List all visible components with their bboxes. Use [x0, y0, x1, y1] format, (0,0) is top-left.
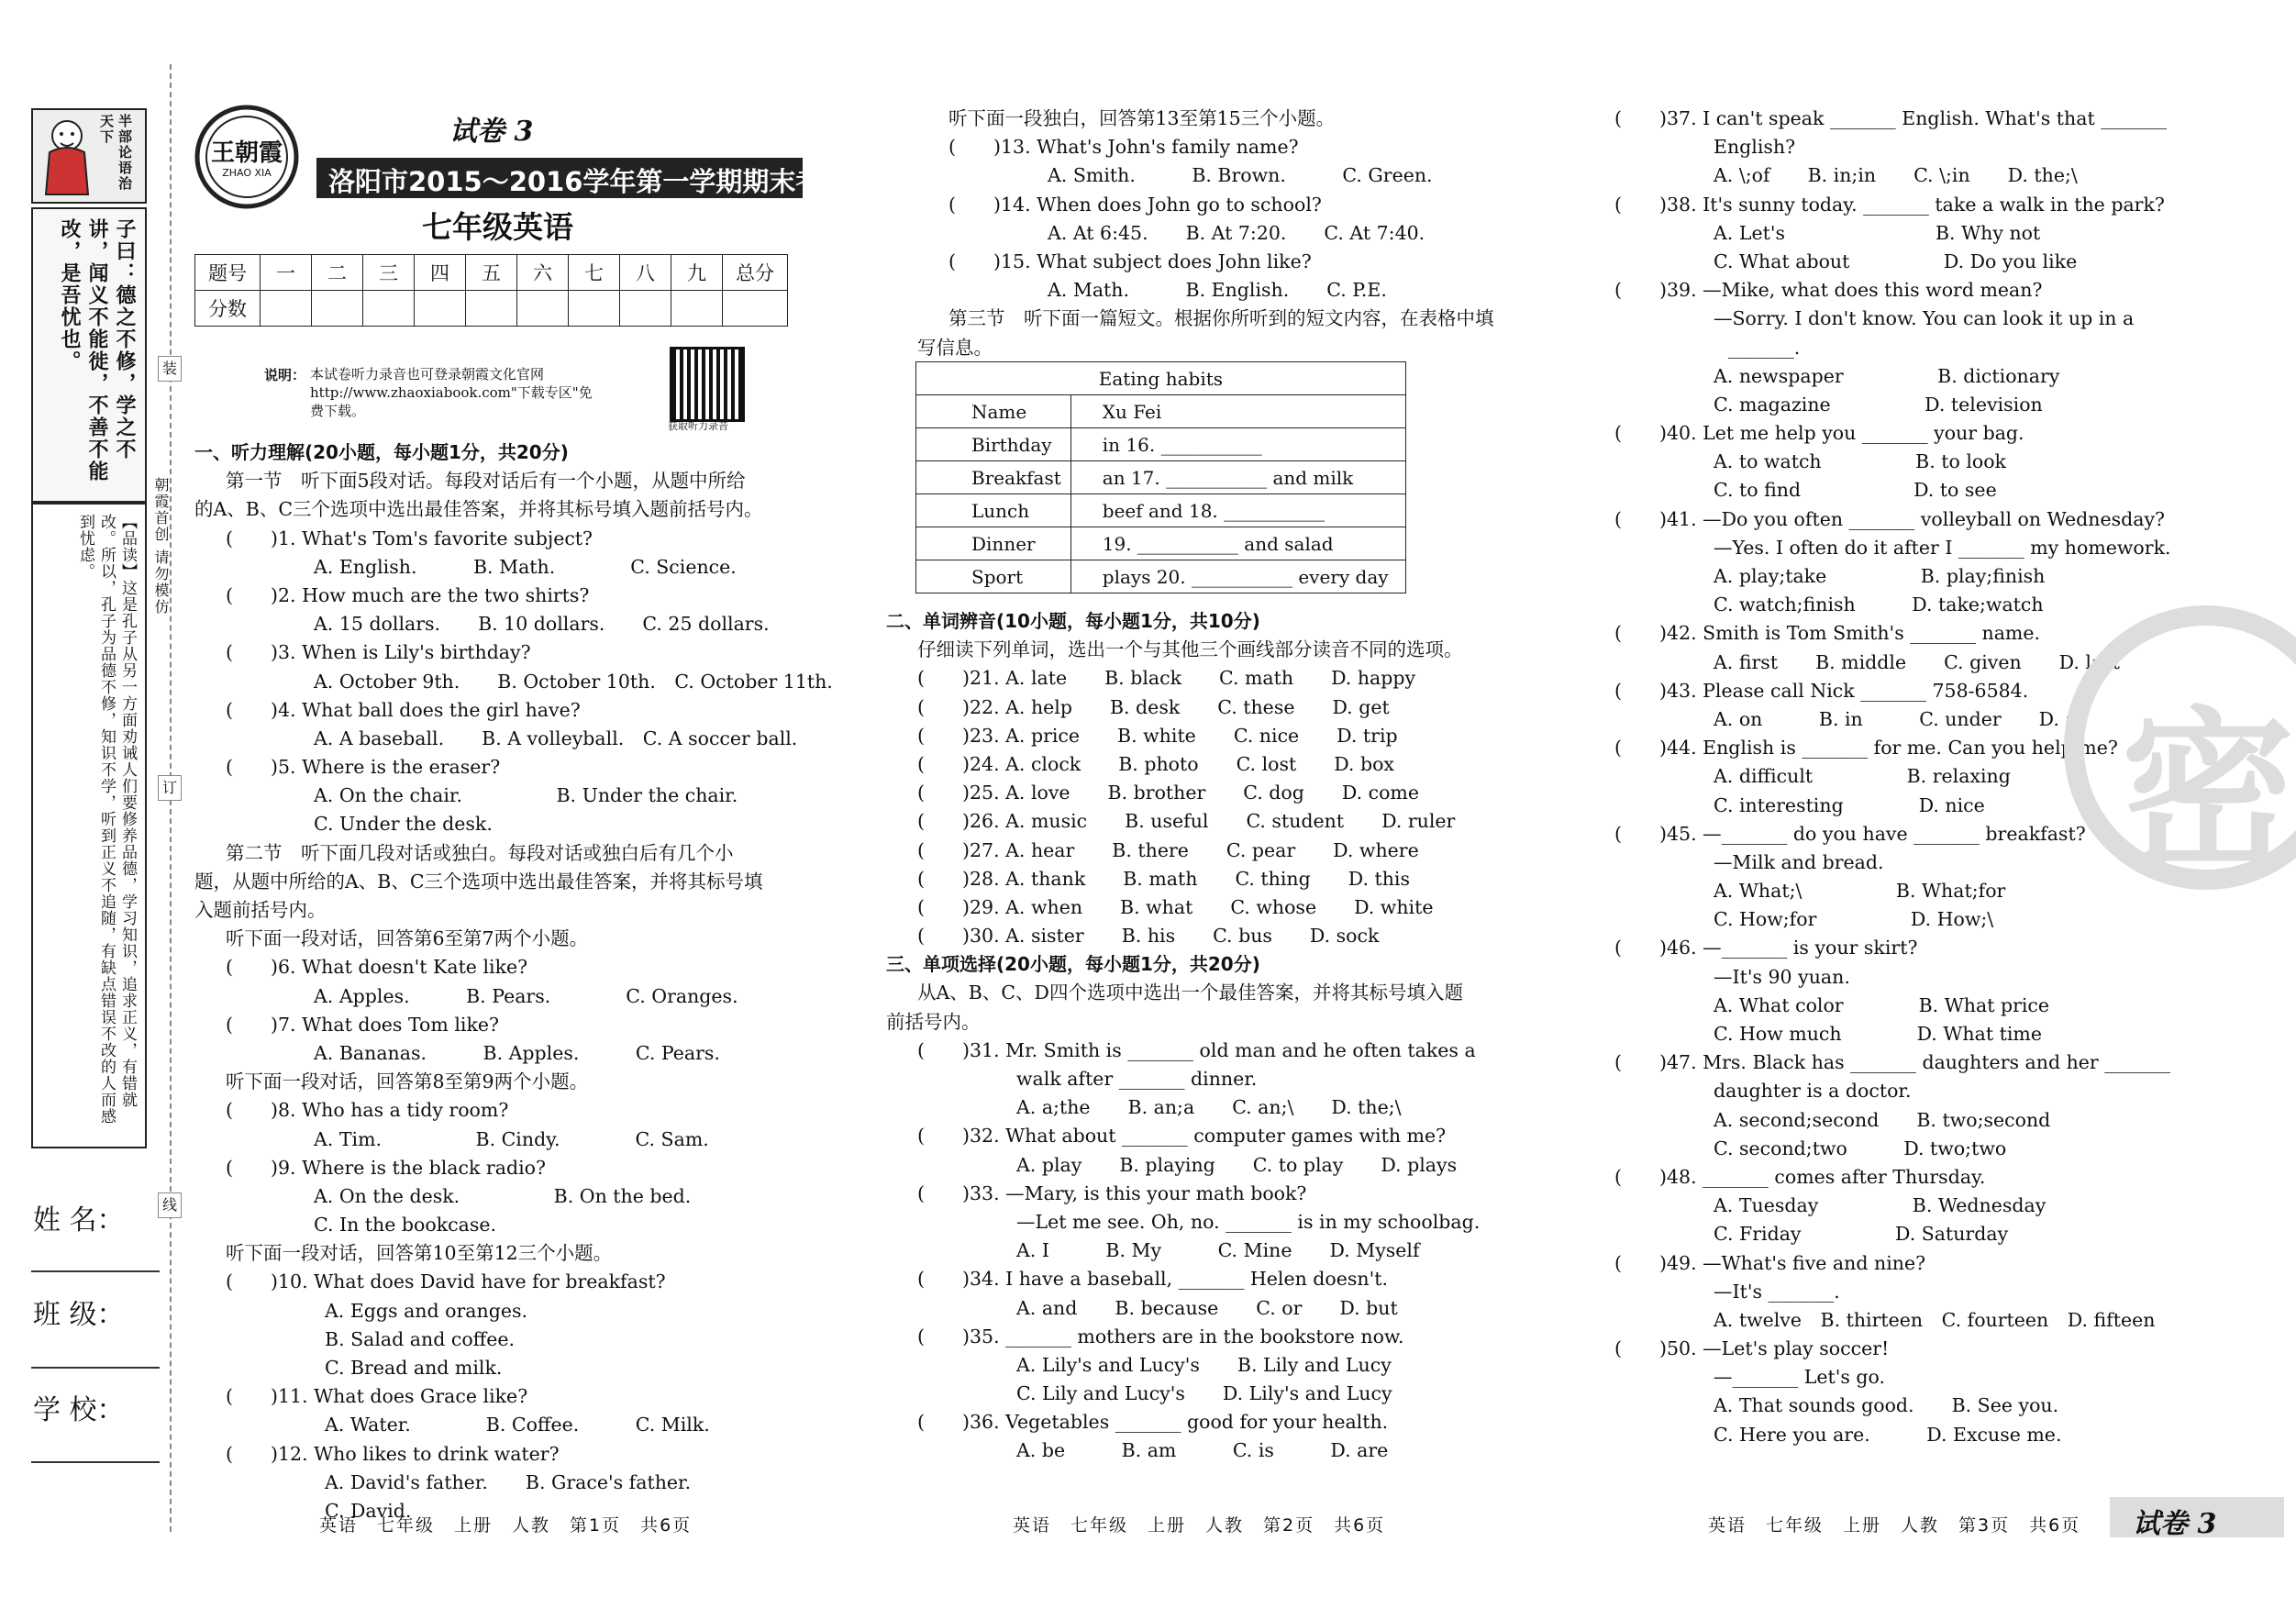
- note-line: 费下载。: [310, 403, 366, 419]
- score-header-cell: 六: [517, 255, 569, 291]
- question-line: C. Bread and milk.: [325, 1357, 503, 1379]
- class-field[interactable]: [31, 1367, 160, 1369]
- table-cell[interactable]: plays 20. ___________ every day: [1070, 560, 1405, 593]
- question-line: 前括号内。: [886, 1010, 981, 1033]
- question-line: ( )4. What ball does the girl have?: [226, 698, 581, 721]
- question-line: ( )35. _______ mothers are in the bookstore now.: [917, 1325, 1404, 1347]
- question-line: ( )8. Who has a tidy room?: [226, 1099, 509, 1122]
- score-cell[interactable]: [466, 291, 517, 327]
- table-cell[interactable]: beef and 18. ___________: [1070, 494, 1405, 527]
- question-line: A. Tim. B. Cindy. C. Sam.: [314, 1127, 709, 1150]
- question-line: 题，从题中所给的A、B、C三个选项中选出最佳答案，并将其标号填: [194, 870, 763, 893]
- footer-page-3: 英语 七年级 上册 人教 第3页 共6页: [1708, 1515, 2081, 1536]
- class-label: 班 级：: [33, 1299, 125, 1331]
- question-line: 听下面一段对话，回答第8至第9两个小题。: [226, 1070, 589, 1093]
- question-line: A. Tuesday B. Wednesday: [1714, 1194, 2046, 1217]
- question-line: ( )14. When does John go to school?: [948, 193, 1322, 216]
- score-cell[interactable]: [620, 291, 671, 327]
- question-line: A. That sounds good. B. See you.: [1714, 1394, 2059, 1417]
- question-line: —_______ Let's go.: [1714, 1366, 1886, 1389]
- question-line: ( )28. A. thank B. math C. thing D. this: [917, 867, 1411, 890]
- question-line: A. Water. B. Coffee. C. Milk.: [325, 1414, 710, 1436]
- question-line: C. Under the desk.: [314, 813, 493, 836]
- score-row-label: 分数: [195, 291, 261, 327]
- table-cell: Lunch: [916, 494, 1071, 527]
- question-line: ( )37. I can't speak _______ English. What's that _______: [1614, 107, 2167, 129]
- question-line: A. On the chair. B. Under the chair.: [314, 784, 738, 807]
- score-header-cell: 总分: [723, 255, 788, 291]
- footer-badge: 试卷 3: [2133, 1508, 2217, 1540]
- sidebar-banner-text: 半部论语治天下: [98, 114, 133, 192]
- score-header-cell: 五: [466, 255, 517, 291]
- question-line: 一、听力理解(20小题，每小题1分，共20分): [194, 441, 569, 463]
- qr-code-icon[interactable]: [670, 347, 745, 422]
- question-line: 写信息。: [917, 336, 993, 359]
- question-line: ( )34. I have a baseball, _______ Helen doesn't.: [917, 1268, 1389, 1291]
- question-line: A. A baseball. B. A volleyball. C. A soccer ball.: [314, 726, 798, 749]
- watermark-text: 密: [2121, 692, 2296, 894]
- question-line: ( )27. A. hear B. there C. pear D. where: [917, 838, 1419, 861]
- question-line: ( )43. Please call Nick _______ 758-6584.: [1614, 679, 2029, 702]
- score-table: [194, 254, 788, 327]
- question-line: 的A、B、C三个选项中选出最佳答案，并将其标号填入题前括号内。: [194, 498, 763, 521]
- question-line: 三、单项选择(20小题，每小题1分，共20分): [886, 953, 1260, 976]
- question-line: ( )40. Let me help you _______ your bag.: [1614, 422, 2024, 445]
- question-line: A. \;of B. in;in C. \;in D. the;\: [1714, 164, 2078, 187]
- question-line: daughter is a doctor.: [1714, 1080, 1912, 1103]
- question-line: —Yes. I often do it after I _______ my homework.: [1714, 536, 2171, 559]
- sidebar-quote-box: [31, 207, 147, 503]
- qr-caption: 获取听力录音: [668, 420, 728, 432]
- question-line: A. a;the B. an;a C. an;\ D. the;\: [1016, 1096, 1402, 1119]
- paper-badge: 试卷 3: [449, 116, 534, 148]
- question-line: ( )21. A. late B. black C. math D. happy: [917, 667, 1416, 690]
- question-line: ( )42. Smith is Tom Smith's _______ name.: [1614, 622, 2041, 645]
- question-line: English?: [1714, 136, 1796, 159]
- score-cell[interactable]: [415, 291, 466, 327]
- score-header-cell: 二: [312, 255, 363, 291]
- table-cell: Name: [916, 395, 1071, 428]
- question-line: ( )2. How much are the two shirts?: [226, 583, 590, 606]
- sidebar-banner: [31, 108, 147, 204]
- question-line: A. play B. playing C. to play D. plays: [1016, 1153, 1458, 1176]
- table-cell: Dinner: [916, 527, 1071, 560]
- table-cell[interactable]: in 16. ___________: [1070, 428, 1405, 461]
- note-line: 本试卷听力录音也可登录朝霞文化官网: [310, 366, 545, 383]
- question-line: _______.: [1728, 336, 1801, 359]
- question-line: ( )11. What does Grace like?: [226, 1385, 528, 1408]
- question-line: A. newspaper B. dictionary: [1714, 364, 2060, 387]
- note-url[interactable]: http://www.zhaoxiabook.com"下载专区"免: [310, 384, 593, 401]
- question-line: A. first B. middle C. given D. last: [1714, 650, 2120, 673]
- sidebar-notice: 朝霞首创 请勿模仿: [152, 477, 170, 616]
- question-line: ( )24. A. clock B. photo C. lost D. box: [917, 752, 1394, 775]
- question-line: C. How much D. What time: [1714, 1023, 2042, 1045]
- question-line: —It's _______.: [1714, 1280, 1840, 1303]
- question-line: C. interesting D. nice: [1714, 793, 1985, 816]
- question-line: ( )9. Where is the black radio?: [226, 1156, 546, 1179]
- name-field[interactable]: [31, 1270, 160, 1272]
- question-line: A. October 9th. B. October 10th. C. October 11th.: [314, 670, 833, 693]
- score-header-cell: 九: [671, 255, 723, 291]
- table-cell: Breakfast: [916, 461, 1071, 494]
- question-line: ( )13. What's John's family name?: [948, 136, 1299, 159]
- question-line: ( )15. What subject does John like?: [948, 250, 1312, 272]
- question-line: A. Math. B. English. C. P.E.: [1048, 279, 1387, 302]
- score-cell[interactable]: [261, 291, 312, 327]
- score-header-cell: 一: [261, 255, 312, 291]
- question-line: A. be B. am C. is D. are: [1016, 1439, 1389, 1462]
- question-line: ( )38. It's sunny today. _______ take a walk in the park?: [1614, 193, 2165, 216]
- question-line: —Sorry. I don't know. You can look it up in a: [1714, 307, 2135, 330]
- question-line: 入题前括号内。: [194, 899, 327, 921]
- question-line: 第三节 听下面一篇短文。根据你所听到的短文内容，在表格中填: [948, 307, 1494, 330]
- question-line: C. What about D. Do you like: [1714, 250, 2078, 272]
- column-2-top: [917, 105, 1494, 362]
- table-cell: Birthday: [916, 428, 1071, 461]
- question-line: A. Apples. B. Pears. C. Oranges.: [314, 984, 738, 1007]
- question-line: A. Bananas. B. Apples. C. Pears.: [314, 1041, 720, 1064]
- footer-page-2: 英语 七年级 上册 人教 第2页 共6页: [1013, 1515, 1386, 1536]
- question-line: 听下面一段独白，回答第13至第15三个小题。: [948, 107, 1336, 129]
- subject-title: 七年级英语: [422, 209, 573, 245]
- logo-subtext: ZHAO XIA: [222, 167, 272, 179]
- question-line: B. Salad and coffee.: [325, 1327, 516, 1350]
- score-cell[interactable]: [569, 291, 620, 327]
- note-label: 说明：: [264, 367, 306, 383]
- column-2-bottom: [886, 607, 1480, 1466]
- cut-label-3: 线: [158, 1192, 182, 1218]
- question-line: ( )45. —_______ do you have _______ breakfast?: [1614, 822, 2086, 845]
- question-line: C. to find D. to see: [1714, 479, 1997, 502]
- sidebar-commentary: 【品读】这是孔子从另一方面劝诫人们要修养品德，学习知识，追求正义，有错就改。所以，孔子为品德不修，知识不学，听到正义不追随，有缺点错误不改的人而感到忧虑。: [76, 514, 137, 1125]
- question-line: A. English. B. Math. C. Science.: [314, 555, 737, 578]
- logo-text: 王朝霞: [210, 139, 283, 167]
- question-line: ( )36. Vegetables _______ good for your health.: [917, 1411, 1389, 1434]
- question-line: A. twelve B. thirteen C. fourteen D. fifteen: [1714, 1308, 2156, 1331]
- question-line: walk after _______ dinner.: [1016, 1068, 1258, 1090]
- eating-habits-table-wrap: [897, 361, 1406, 593]
- question-line: A. play;take B. play;finish: [1714, 565, 2046, 587]
- question-line: A. On the desk. B. On the bed.: [314, 1184, 692, 1207]
- eating-habits-title: Eating habits: [916, 362, 1406, 395]
- score-cell[interactable]: [363, 291, 415, 327]
- sidebar: [31, 108, 145, 1163]
- question-line: C. Here you are. D. Excuse me.: [1714, 1423, 2062, 1446]
- question-line: 听下面一段对话，回答第6至第7两个小题。: [226, 927, 589, 950]
- question-line: ( )49. —What's five and nine?: [1614, 1251, 1926, 1274]
- cut-label-2: 订: [158, 775, 182, 801]
- exam-title: 洛阳市2015～2016学年第一学期期末考试试卷: [328, 166, 903, 197]
- question-line: —Milk and bread.: [1714, 850, 1884, 873]
- score-header-cell: 四: [415, 255, 466, 291]
- question-line: A. second;second B. two;second: [1714, 1108, 2051, 1131]
- question-line: A. Let's B. Why not: [1714, 221, 2041, 244]
- question-line: ( )7. What does Tom like?: [226, 1013, 499, 1036]
- score-cell[interactable]: [723, 291, 788, 327]
- question-line: A. 15 dollars. B. 10 dollars. C. 25 dollars.: [314, 613, 770, 636]
- question-line: A. At 6:45. B. At 7:20. C. At 7:40.: [1048, 221, 1425, 244]
- question-line: ( )29. A. when B. what C. whose D. white: [917, 895, 1434, 918]
- sidebar-commentary-box: [31, 503, 147, 1148]
- question-line: C. Friday D. Saturday: [1714, 1223, 2009, 1246]
- question-line: ( )23. A. price B. white C. nice D. trip: [917, 724, 1398, 747]
- eating-habits-table: [915, 361, 1406, 593]
- question-line: A. Eggs and oranges.: [325, 1299, 528, 1322]
- question-line: ( )46. —_______ is your skirt?: [1614, 937, 1918, 959]
- question-line: A. I B. My C. Mine D. Myself: [1016, 1239, 1420, 1262]
- question-line: C. magazine D. television: [1714, 393, 2043, 416]
- column-1: [194, 438, 833, 1525]
- question-line: 第一节 听下面5段对话。每段对话后有一个小题，从题中所给: [226, 470, 746, 493]
- question-line: ( )3. When is Lily's birthday?: [226, 641, 531, 664]
- table-cell: Sport: [916, 560, 1071, 593]
- footer-page-1: 英语 七年级 上册 人教 第1页 共6页: [319, 1515, 693, 1536]
- sidebar-quote: 子曰：德之不修，学之不讲，闻义不能徙，不善不能改，是吾忧也。: [58, 218, 136, 482]
- score-cell[interactable]: [517, 291, 569, 327]
- score-header-cell: 题号: [195, 255, 261, 291]
- question-line: ( )26. A. music B. useful C. student D. ruler: [917, 810, 1456, 833]
- question-line: C. watch;finish D. take;watch: [1714, 593, 2044, 616]
- score-cell[interactable]: [671, 291, 723, 327]
- score-header-cell: 八: [620, 255, 671, 291]
- question-line: A. Smith. B. Brown. C. Green.: [1048, 164, 1433, 187]
- question-line: A. to watch B. to look: [1714, 450, 2006, 473]
- question-line: ( )47. Mrs. Black has _______ daughters and her _______: [1614, 1051, 2170, 1074]
- question-line: ( )41. —Do you often _______ volleyball on Wednesday?: [1614, 507, 2166, 530]
- note-text: [310, 365, 593, 420]
- question-line: A. What color B. What price: [1714, 993, 2050, 1016]
- question-line: ( )6. What doesn't Kate like?: [226, 956, 528, 979]
- question-line: —Let me see. Oh, no. _______ is in my schoolbag.: [1016, 1210, 1481, 1233]
- question-line: ( )12. Who likes to drink water?: [226, 1442, 560, 1465]
- question-line: C. How;for D. How;\: [1714, 908, 1994, 931]
- question-line: ( )48. _______ comes after Thursday.: [1614, 1165, 1986, 1188]
- name-label: 姓 名：: [33, 1204, 125, 1237]
- cut-label-1: 装: [158, 356, 182, 382]
- question-line: ( )5. Where is the eraser?: [226, 756, 501, 779]
- question-line: ( )33. —Mary, is this your math book?: [917, 1181, 1307, 1204]
- question-line: 二、单词辨音(10小题，每小题1分，共10分): [886, 610, 1260, 632]
- table-cell: Xu Fei: [1070, 395, 1405, 428]
- question-line: 仔细读下列单词，选出一个与其他三个画线部分读音不同的选项。: [917, 638, 1463, 661]
- question-line: C. David.: [325, 1499, 412, 1522]
- question-line: ( )44. English is _______ for me. Can you help me?: [1614, 737, 2118, 760]
- table-cell[interactable]: 19. ___________ and salad: [1070, 527, 1405, 560]
- score-header-cell: 三: [363, 255, 415, 291]
- question-line: A. What;\ B. What;for: [1714, 880, 2006, 903]
- question-line: ( )39. —Mike, what does this word mean?: [1614, 279, 2043, 302]
- question-line: A. on B. in C. under D. at: [1714, 707, 2084, 730]
- question-line: A. David's father. B. Grace's father.: [325, 1470, 692, 1493]
- question-line: 第二节 听下面几段对话或独白。每段对话或独白后有几个小: [226, 841, 734, 864]
- publisher-logo: [193, 103, 301, 211]
- question-line: ( )50. —Let's play soccer!: [1614, 1337, 1890, 1360]
- question-line: A. and B. because C. or D. but: [1016, 1296, 1398, 1319]
- question-line: A. Lily's and Lucy's B. Lily and Lucy: [1016, 1353, 1392, 1376]
- question-line: C. Lily and Lucy's D. Lily's and Lucy: [1016, 1382, 1392, 1405]
- question-line: ( )30. A. sister B. his C. bus D. sock: [917, 925, 1380, 948]
- question-line: ( )22. A. help B. desk C. these D. get: [917, 695, 1390, 718]
- question-line: C. In the bookcase.: [314, 1214, 496, 1237]
- question-line: —It's 90 yuan.: [1714, 965, 1850, 988]
- school-label: 学 校：: [33, 1394, 125, 1426]
- score-cell[interactable]: [312, 291, 363, 327]
- question-line: ( )25. A. love B. brother C. dog D. come: [917, 782, 1420, 804]
- question-line: 听下面一段对话，回答第10至第12三个小题。: [226, 1242, 613, 1265]
- score-header-cell: 七: [569, 255, 620, 291]
- question-line: ( )31. Mr. Smith is _______ old man and he often takes a: [917, 1038, 1476, 1061]
- question-line: ( )1. What's Tom's favorite subject?: [226, 527, 593, 549]
- question-line: ( )32. What about _______ computer games with me?: [917, 1125, 1447, 1148]
- confucius-figure-icon: [40, 116, 94, 196]
- question-line: 从A、B、C、D四个选项中选出一个最佳答案，并将其标号填入题: [917, 981, 1463, 1004]
- school-field[interactable]: [31, 1461, 160, 1463]
- question-line: C. second;two D. two;two: [1714, 1137, 2007, 1159]
- table-cell[interactable]: an 17. ___________ and milk: [1070, 461, 1405, 494]
- question-line: ( )10. What does David have for breakfast?: [226, 1270, 666, 1293]
- question-line: A. difficult B. relaxing: [1714, 765, 2011, 788]
